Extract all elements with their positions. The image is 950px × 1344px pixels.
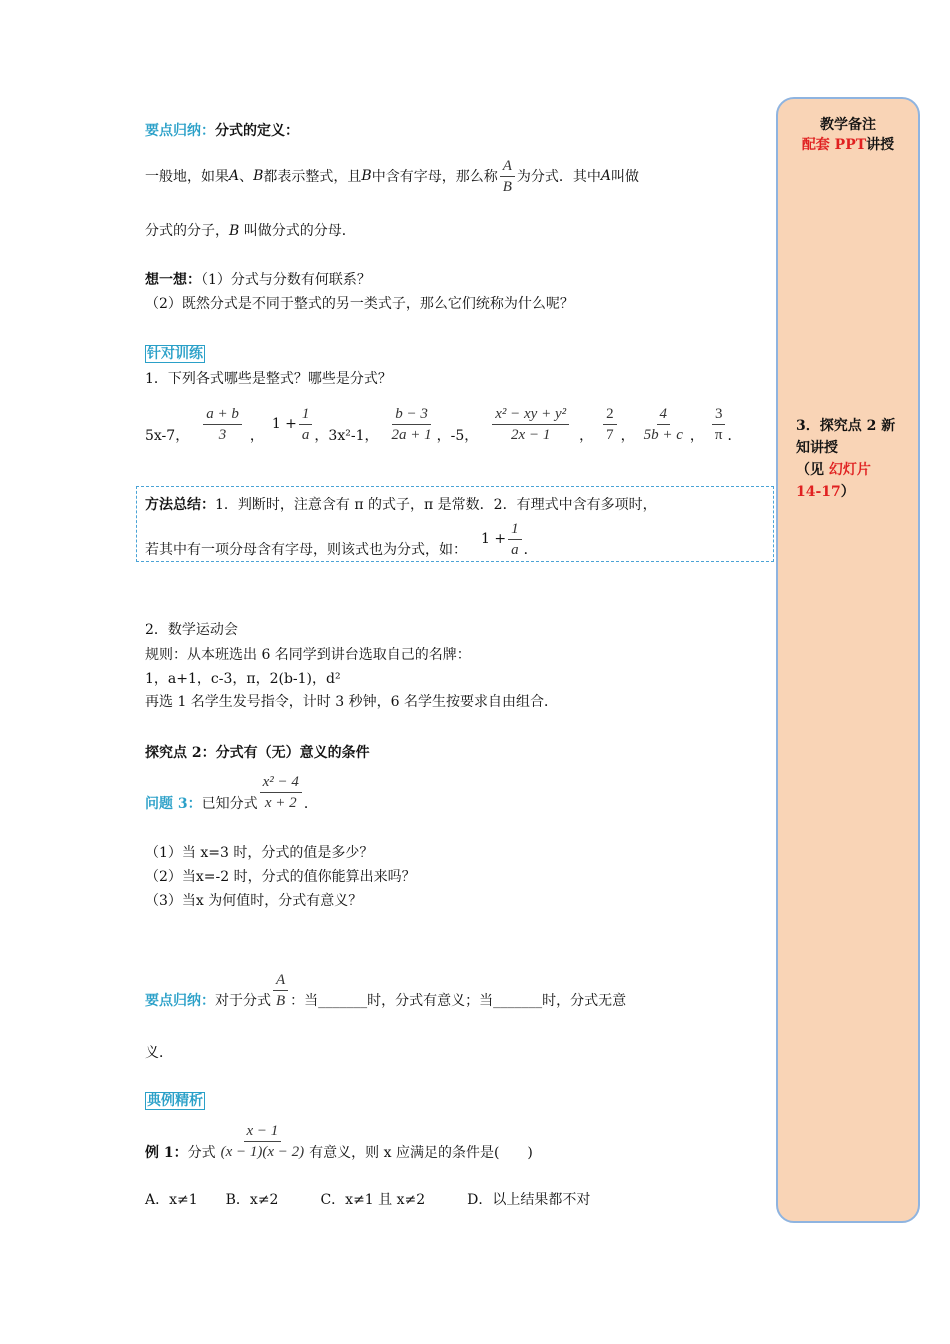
- example-label: 典例精析: [147, 1093, 203, 1109]
- expr-frac-5: $\frac{2}{7}$: [603, 405, 617, 444]
- expr-frac-3: $\frac{b - 3}{2a + 1}$: [391, 405, 432, 443]
- training-label: 针对训练: [147, 346, 203, 362]
- problem3-q2: （2）当x=-2 时，分式的值你能算出来吗？: [145, 869, 416, 885]
- problem3-q3: （3）当x 为何值时，分式有意义？: [145, 893, 363, 909]
- problem3: 问题 3： 已知分式 $\frac{\text{x² − 4}}{x + 2}$ ．: [145, 773, 318, 812]
- example1-frac: $\frac{x - 1}{(x - 1)(x - 2)}$: [220, 1122, 305, 1160]
- game-title: 2．数学运动会: [145, 622, 238, 638]
- think-q2: （2）既然分式是不同于整式的另一类式子，那么它们统称为什么呢？: [145, 296, 574, 312]
- problem3-frac: $\frac{\text{x² − 4}}{x + 2}$: [260, 773, 302, 812]
- example1-question: 例 1： 分式 $\frac{x - 1}{(x - 1)(x - 2)}$ 有意义，则 x 应满足的条件是( ): [145, 1122, 533, 1161]
- expr-frac-2: $\frac{1}{a}$: [299, 405, 313, 444]
- game-cards: 1，a+1，c-3，π，2(b-1)，d²: [145, 671, 341, 687]
- game-rule: 规则：从本班选出 6 名同学到讲台选取自己的名牌：: [145, 647, 471, 663]
- expression-row: 5x-7， $\frac{a + b}{3}$ ， 1 + $\frac{1}{a}$ ，3x²-1， $\frac{b - 3}{2a + 1}$ ，-5， $\frac{\text{x² − xy + y²}}{2x - 1}$ ， $\frac{2}{7}$ ， $\frac{4}{5b + c}$ ， $\frac{3}{\pi}$ ．: [145, 405, 742, 444]
- definition-line2: 分式的分子，B 叫做分式的分母．: [145, 223, 356, 239]
- summary2-frac: $\frac{A}{B}$: [273, 971, 288, 1010]
- game-rest: 再选 1 名学生发号指令，计时 3 秒钟，6 名学生按要求自由组合．: [145, 694, 558, 710]
- example1-options: A．x≠1 B．x≠2 C．x≠1 且 x≠2 D．以上结果都不对: [145, 1192, 591, 1208]
- think-q1: 想一想：（1）分式与分数有何联系？: [145, 272, 371, 288]
- method-line1: 方法总结：1．判断时，注意含有 π 的式子，π 是常数．2．有理式中含有多项时，: [145, 497, 657, 513]
- method-frac: $\frac{1}{a}$: [508, 520, 522, 559]
- expr-frac-1: $\frac{a + b}{3}$: [203, 405, 242, 444]
- expr-frac-7: $\frac{3}{\pi}$: [712, 405, 726, 444]
- summary2-line1: 要点归纳： 对于分式 $\frac{A}{B}$ ：当_______时，分式有意义；当_______时，分式无意: [145, 971, 627, 1009]
- definition-line1: 一般地，如果 A 、 B 都表示整式，且 B 中含有字母，那么称 $\frac{A}{B}$ 为分式．其中 A 叫做: [145, 157, 640, 195]
- teaching-notes-sidebar: [776, 97, 920, 1223]
- fraction-a-over-b: $\frac{A}{B}$: [500, 157, 515, 196]
- sidebar-note: 3．探究点 2 新 知讲授 （见 幻灯片 14-17）: [796, 418, 896, 500]
- explore2-title: 探究点 2：分式有（无）意义的条件: [145, 745, 370, 761]
- expr-frac-6: $\frac{4}{5b + c}$: [643, 405, 683, 443]
- expr-frac-4: $\frac{\text{x² − xy + y²}}{2x - 1}$: [492, 405, 569, 444]
- method-line2: 若其中有一项分母含有字母，则该式也为分式，如： 1 + $\frac{1}{a}$ ．: [145, 520, 538, 558]
- problem3-q1: （1）当 x=3 时，分式的值是多少？: [145, 845, 374, 861]
- training-q1: 1．下列各式哪些是整式？哪些是分式？: [145, 371, 392, 387]
- summary-heading: 要点归纳：分式的定义：: [145, 123, 299, 139]
- sidebar-title: 教学备注 配套 PPT讲授: [801, 117, 895, 153]
- summary2-line2: 义．: [145, 1045, 173, 1061]
